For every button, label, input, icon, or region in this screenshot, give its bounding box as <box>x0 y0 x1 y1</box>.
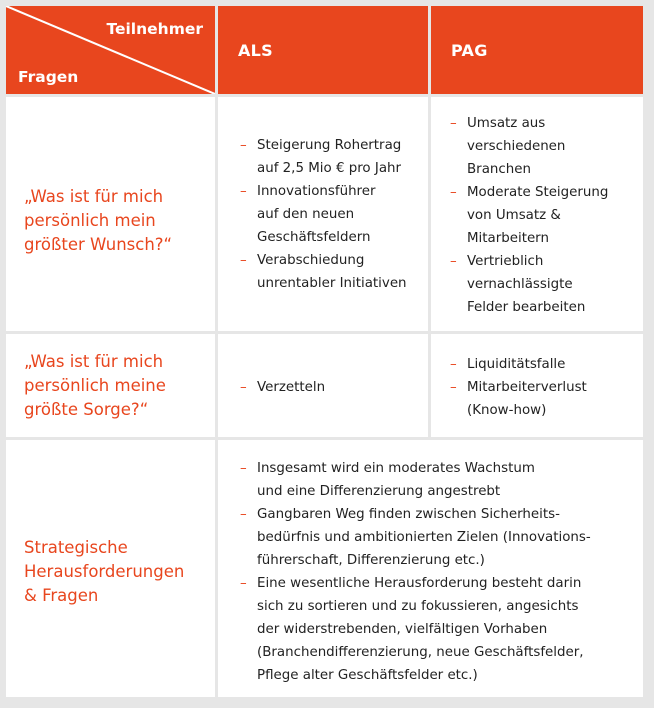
row2-pag-cell <box>431 334 643 437</box>
row3-combined-list <box>240 457 635 687</box>
list-item: – Gangbaren Weg finden zwischen Sicherheits- bedürfnis und ambitionierten Zielen (Innovations- führerschaft, Differenzierung etc.) <box>240 503 635 572</box>
list-item: – Eine wesentliche Herausforderung besteht darin sich zu sortieren und zu fokussieren, angesichts der widerstrebenden, vielfältigen Vorhaben (Branchendifferenzierung, neue Geschäftsfelder, Pflege alter Geschäftsfelder etc.) <box>240 572 635 687</box>
header-pag-cell <box>431 6 643 94</box>
header-als-cell <box>218 6 428 94</box>
row3-combined-cell <box>218 440 643 697</box>
list-item: – Steigerung Rohertrag auf 2,5 Mio € pro Jahr <box>240 134 420 180</box>
row1-pag-list <box>450 112 635 319</box>
row2-als-cell <box>218 334 428 437</box>
row1-als-cell <box>218 97 428 331</box>
list-item: – Mitarbeiterverlust (Know-how) <box>450 376 635 422</box>
header-diagonal-cell <box>6 6 215 94</box>
row2-question: „Was ist für mich persönlich meine größte Sorge?“ <box>24 351 166 419</box>
list-item: – Moderate Steigerung von Umsatz & Mitarbeitern <box>450 181 635 250</box>
row1-question: „Was ist für mich persönlich mein größter Wunsch?“ <box>24 187 173 254</box>
row1-als-list <box>240 134 420 295</box>
row3-question-cell <box>6 440 215 697</box>
list-item: – Innovationsführer auf den neuen Geschäftsfeldern <box>240 180 420 249</box>
row2-als-list <box>240 376 420 399</box>
list-item: – Verzetteln <box>240 376 420 399</box>
list-item: – Vertrieblich vernachlässigte Felder bearbeiten <box>450 250 635 319</box>
header-participants-label: Teilnehmer <box>106 20 203 38</box>
list-item: – Verabschiedung unrentabler Initiativen <box>240 249 420 295</box>
header-questions-label: Fragen <box>18 68 79 86</box>
header-pag-label: PAG <box>451 40 488 60</box>
list-item: – Insgesamt wird ein moderates Wachstum und eine Differenzierung angestrebt <box>240 457 635 503</box>
row2-pag-list <box>450 353 635 422</box>
row1-pag-cell <box>431 97 643 331</box>
header-als-label: ALS <box>238 40 274 60</box>
row3-question: Strategische Herausforderungen & Fragen <box>24 537 185 605</box>
row2-question-cell <box>6 334 215 437</box>
list-item: – Umsatz aus verschiedenen Branchen <box>450 112 635 181</box>
row1-question-cell <box>6 97 215 331</box>
list-item: – Liquiditätsfalle <box>450 353 635 376</box>
